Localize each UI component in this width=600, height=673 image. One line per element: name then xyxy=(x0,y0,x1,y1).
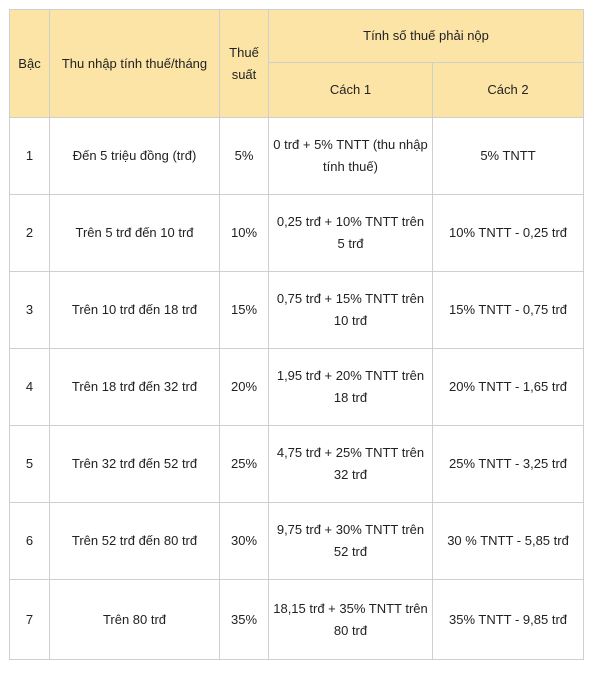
cell-cach1: 0 trđ + 5% TNTT (thu nhập tính thuế) xyxy=(269,118,433,195)
table-row xyxy=(10,118,584,195)
cell-thue-suat: 5% xyxy=(220,118,269,195)
cell-thue-suat: 30% xyxy=(220,503,269,580)
cell-bac: 5 xyxy=(10,426,50,503)
cell-cach1: 9,75 trđ + 30% TNTT trên 52 trđ xyxy=(269,503,433,580)
cell-cach1: 0,75 trđ + 15% TNTT trên 10 trđ xyxy=(269,272,433,349)
header-tinh-so-thue: Tính số thuế phải nộp xyxy=(269,10,584,63)
header-row-top xyxy=(10,10,584,63)
table-header xyxy=(10,10,584,118)
cell-bac: 1 xyxy=(10,118,50,195)
table-row xyxy=(10,272,584,349)
cell-cach2: 25% TNTT - 3,25 trđ xyxy=(433,426,584,503)
cell-thu-nhap: Trên 5 trđ đến 10 trđ xyxy=(50,195,220,272)
header-cach2: Cách 2 xyxy=(433,63,584,118)
cell-bac: 3 xyxy=(10,272,50,349)
cell-thu-nhap: Trên 52 trđ đến 80 trđ xyxy=(50,503,220,580)
cell-cach2: 5% TNTT xyxy=(433,118,584,195)
tax-table-container xyxy=(9,9,584,660)
cell-cach1: 4,75 trđ + 25% TNTT trên 32 trđ xyxy=(269,426,433,503)
cell-bac: 4 xyxy=(10,349,50,426)
cell-thue-suat: 15% xyxy=(220,272,269,349)
cell-thu-nhap: Trên 10 trđ đến 18 trđ xyxy=(50,272,220,349)
cell-cach2: 20% TNTT - 1,65 trđ xyxy=(433,349,584,426)
cell-cach2: 15% TNTT - 0,75 trđ xyxy=(433,272,584,349)
cell-bac: 7 xyxy=(10,580,50,660)
cell-bac: 6 xyxy=(10,503,50,580)
cell-cach2: 30 % TNTT - 5,85 trđ xyxy=(433,503,584,580)
cell-thu-nhap: Đến 5 triệu đồng (trđ) xyxy=(50,118,220,195)
table-row xyxy=(10,426,584,503)
cell-thu-nhap: Trên 32 trđ đến 52 trđ xyxy=(50,426,220,503)
table-row xyxy=(10,580,584,660)
cell-thue-suat: 25% xyxy=(220,426,269,503)
cell-cach1: 1,95 trđ + 20% TNTT trên 18 trđ xyxy=(269,349,433,426)
header-cach1: Cách 1 xyxy=(269,63,433,118)
header-thu-nhap: Thu nhập tính thuế/tháng xyxy=(50,10,220,118)
header-thue-suat: Thuế suất xyxy=(220,10,269,118)
table-row xyxy=(10,503,584,580)
table-row xyxy=(10,195,584,272)
table-body xyxy=(10,118,584,660)
cell-thu-nhap: Trên 80 trđ xyxy=(50,580,220,660)
cell-bac: 2 xyxy=(10,195,50,272)
cell-thue-suat: 10% xyxy=(220,195,269,272)
cell-cach1: 0,25 trđ + 10% TNTT trên 5 trđ xyxy=(269,195,433,272)
tax-rate-table xyxy=(9,9,584,660)
table-row xyxy=(10,349,584,426)
cell-cach1: 18,15 trđ + 35% TNTT trên 80 trđ xyxy=(269,580,433,660)
header-bac: Bậc xyxy=(10,10,50,118)
cell-cach2: 35% TNTT - 9,85 trđ xyxy=(433,580,584,660)
cell-cach2: 10% TNTT - 0,25 trđ xyxy=(433,195,584,272)
cell-thue-suat: 20% xyxy=(220,349,269,426)
cell-thue-suat: 35% xyxy=(220,580,269,660)
cell-thu-nhap: Trên 18 trđ đến 32 trđ xyxy=(50,349,220,426)
